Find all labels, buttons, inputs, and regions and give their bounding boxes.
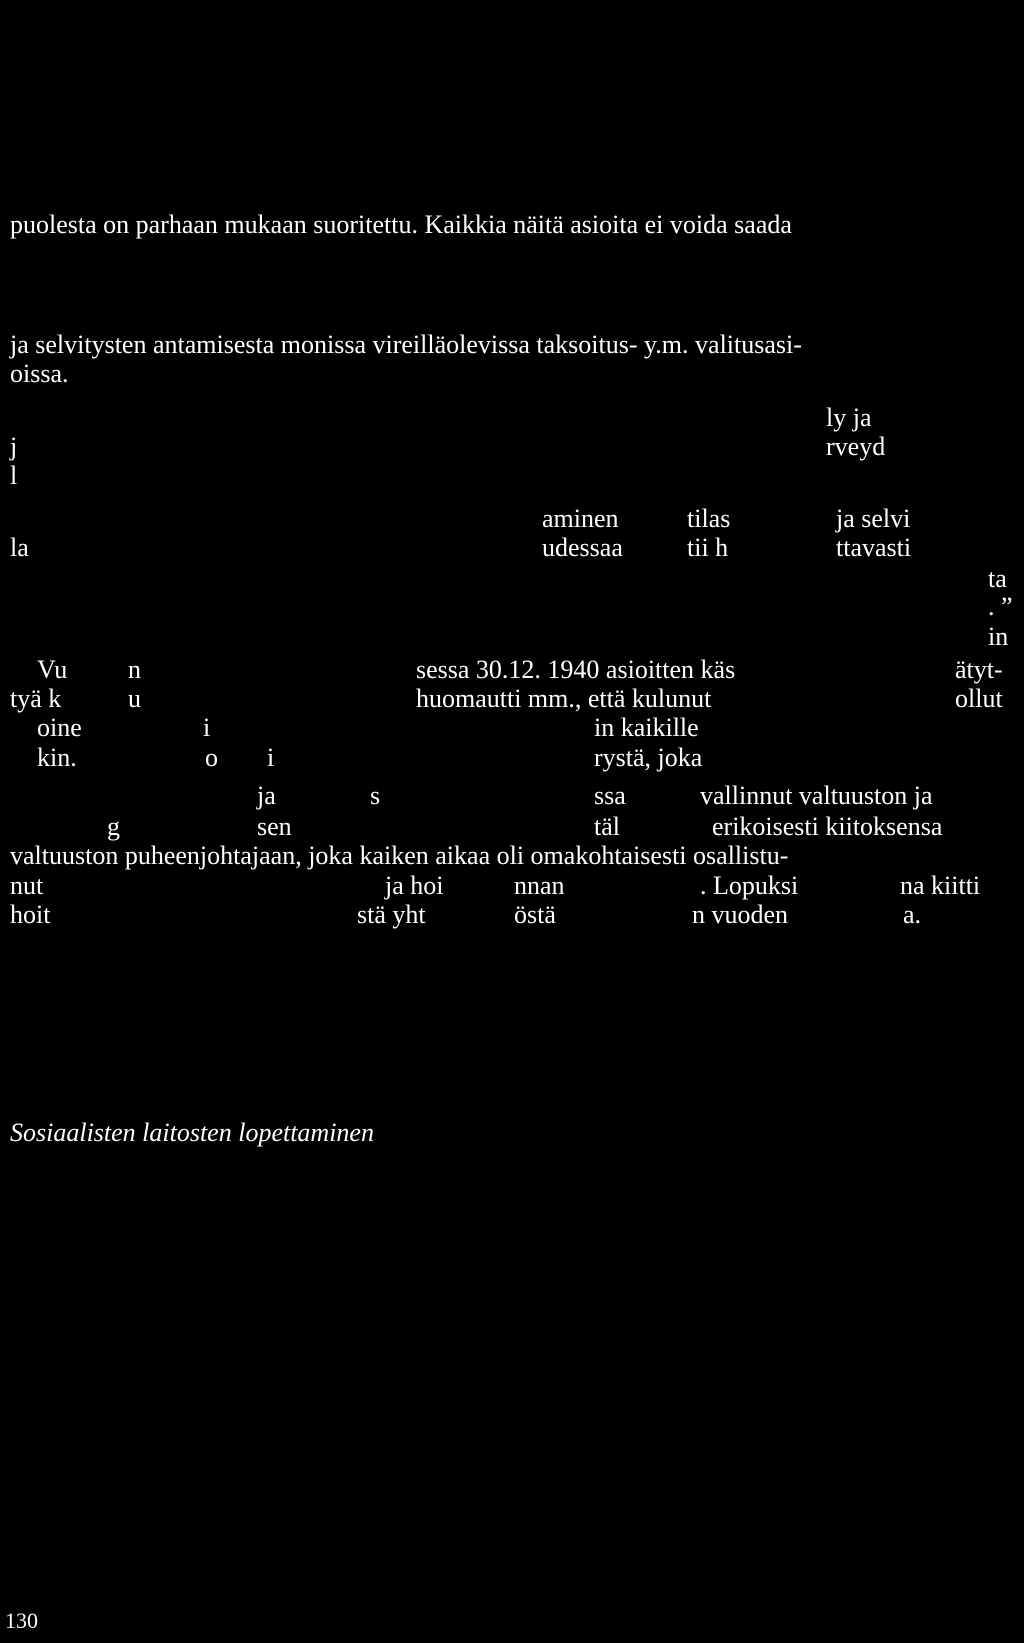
- text-fragment: nnan: [514, 871, 565, 900]
- text-fragment: in kaikille: [594, 713, 699, 742]
- text-fragment: a.: [903, 900, 922, 929]
- text-fragment: vallinnut valtuuston ja: [700, 781, 933, 810]
- text-fragment: ly ja: [826, 403, 872, 432]
- text-line: oissa.: [10, 359, 69, 388]
- text-fragment: kin.: [37, 743, 77, 772]
- text-fragment: huomautti mm., että kulunut: [416, 684, 712, 713]
- text-fragment: ssa: [594, 781, 626, 810]
- text-fragment: sessa 30.12. 1940 asioitten käs: [416, 655, 736, 684]
- text-fragment: in: [988, 622, 1009, 651]
- text-fragment: rystä, joka: [594, 743, 703, 772]
- section-heading: Sosiaalisten laitosten lopettaminen: [10, 1118, 374, 1147]
- text-line: valtuuston puheenjohtajaan, joka kaiken aikaa oli omakohtaisesti osallistu-: [10, 841, 789, 870]
- text-fragment: n vuoden: [692, 900, 789, 929]
- text-fragment: sen: [257, 812, 292, 841]
- text-fragment: ja hoi: [385, 871, 444, 900]
- text-fragment: stä yht: [357, 900, 426, 929]
- text-fragment: Vu: [37, 655, 68, 684]
- text-fragment: s: [370, 781, 381, 810]
- text-fragment: aminen: [542, 504, 619, 533]
- text-fragment: ollut: [955, 684, 1003, 713]
- text-fragment: . Lopuksi: [700, 871, 799, 900]
- text-fragment: täl: [594, 812, 620, 841]
- text-fragment: i: [203, 713, 211, 742]
- text-fragment: tilas: [687, 504, 731, 533]
- text-fragment: . ”: [988, 592, 1013, 621]
- text-fragment: o: [205, 743, 218, 772]
- text-fragment: oine: [37, 713, 82, 742]
- text-fragment: tyä k: [10, 684, 62, 713]
- text-fragment: n: [128, 655, 141, 684]
- text-fragment: l: [10, 461, 18, 490]
- text-fragment: i: [267, 743, 275, 772]
- text-fragment: ttavasti: [836, 533, 912, 562]
- text-fragment: tii h: [687, 533, 729, 562]
- text-fragment: nut: [10, 871, 44, 900]
- text-fragment: u: [128, 684, 141, 713]
- text-fragment: östä: [514, 900, 556, 929]
- text-line: ja selvitysten antamisesta monissa vireilläolevissa taksoitus- y.m. valitusasi-: [10, 330, 802, 359]
- text-fragment: ta: [988, 564, 1007, 593]
- text-fragment: ätyt-: [955, 655, 1003, 684]
- text-fragment: ja selvi: [836, 504, 911, 533]
- text-fragment: hoit: [10, 900, 51, 929]
- text-fragment: na kiitti: [900, 871, 981, 900]
- text-line: puolesta on parhaan mukaan suoritettu. Kaikkia näitä asioita ei voida saada: [10, 210, 792, 239]
- text-fragment: ja: [257, 781, 276, 810]
- page-number: 130: [5, 1608, 38, 1633]
- text-fragment: rveyd: [826, 432, 886, 461]
- text-fragment: la: [10, 533, 29, 562]
- text-fragment: j: [10, 432, 18, 461]
- text-fragment: udessaa: [542, 533, 623, 562]
- text-fragment: erikoisesti kiitoksensa: [712, 812, 943, 841]
- text-fragment: g: [107, 812, 120, 841]
